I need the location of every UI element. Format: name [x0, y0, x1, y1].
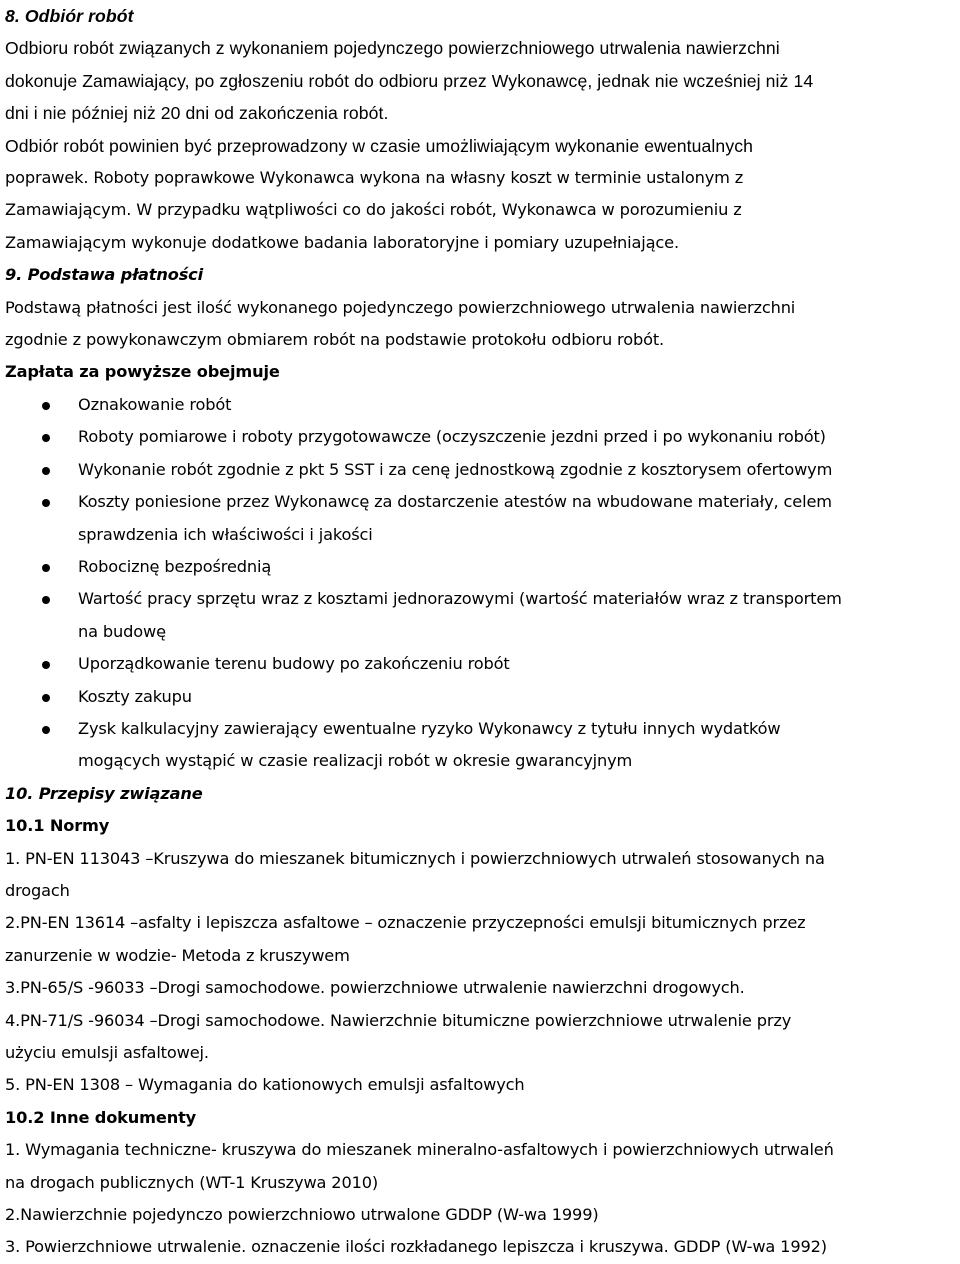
bullet-icon — [42, 726, 50, 734]
paragraph-line: Odbiór robót powinien być przeprowadzony w czasie umożliwiającym wykonanie ewentualnych — [5, 135, 753, 156]
document-line: na drogach publicznych (WT-1 Kruszywa 2010) — [5, 1172, 379, 1192]
section-8-continued — [5, 162, 960, 259]
document-line: 1. Wymagania techniczne- kruszywa do mieszanek mineralno-asfaltowych i powierzchniowych utrwaleń — [5, 1140, 834, 1160]
payment-items-list — [5, 389, 960, 778]
list-item — [5, 681, 960, 713]
list-item-text: Koszty poniesione przez Wykonawcę za dostarczenie atestów na wbudowane materiały, celem — [78, 492, 832, 512]
list-item — [5, 648, 960, 680]
paragraph-line: Odbioru robót związanych z wykonaniem pojedynczego powierzchniowego utrwalenia nawierzchni — [5, 38, 780, 59]
list-item-text-continued: na budowę — [78, 621, 166, 641]
bullet-icon — [42, 402, 50, 410]
bullet-icon — [42, 499, 50, 507]
list-item-text: Zysk kalkulacyjny zawierający ewentualne ryzyko Wykonawcy z tytułu innych wydatków — [78, 718, 781, 738]
paragraph-line: Zamawiającym. W przypadku wątpliwości co do jakości robót, Wykonawca w porozumieniu z — [5, 200, 742, 220]
list-item-text: Wartość pracy sprzętu wraz z kosztami jednorazowymi (wartość materiałów wraz z transportem — [78, 589, 842, 609]
section-9 — [5, 259, 960, 778]
paragraph-line: Zamawiającym wykonuje dodatkowe badania laboratoryjne i pomiary uzupełniające. — [5, 232, 679, 252]
list-item — [5, 454, 960, 486]
bullet-icon — [42, 694, 50, 702]
norm-line: 1. PN-EN 113043 –Kruszywa do mieszanek bitumicznych i powierzchniowych utrwaleń stosowanych na — [5, 848, 825, 868]
list-item-text: Oznakowanie robót — [78, 394, 232, 414]
document-line: 2.Nawierzchnie pojedynczo powierzchniowo utrwalone GDDP (W-wa 1999) — [5, 1205, 599, 1225]
norm-line: 5. PN-EN 1308 – Wymagania do kationowych emulsji asfaltowych — [5, 1075, 525, 1095]
section-8-title: 8. Odbiór robót — [5, 6, 134, 26]
norm-line: drogach — [5, 880, 70, 900]
paragraph-line: dni i nie później niż 20 dni od zakończenia robót. — [5, 103, 389, 124]
list-item-text-continued: mogących wystąpić w czasie realizacji robót w okresie gwarancyjnym — [78, 751, 633, 771]
paragraph-line: poprawek. Roboty poprawkowe Wykonawca wykona na własny koszt w terminie ustalonym z — [5, 168, 744, 188]
document-line: 3. Powierzchniowe utrwalenie. oznaczenie ilości rozkładanego lepiszcza i kruszywa. GDDP (W-wa 1992) — [5, 1237, 827, 1257]
bullet-icon — [42, 467, 50, 475]
list-item — [5, 713, 960, 778]
norm-line: 4.PN-71/S -96034 –Drogi samochodowe. Nawierzchnie bitumiczne powierzchniowe utrwalenie przy — [5, 1010, 792, 1030]
section-10-title: 10. Przepisy związane — [5, 783, 203, 803]
list-item-text: Uporządkowanie terenu budowy po zakończeniu robót — [78, 654, 510, 674]
list-item-text: Koszty zakupu — [78, 686, 192, 706]
list-item — [5, 551, 960, 583]
list-item-text: Roboty pomiarowe i roboty przygotowawcze (oczyszczenie jezdni przed i po wykonaniu robót) — [78, 427, 826, 447]
norm-line: zanurzenie w wodzie- Metoda z kruszywem — [5, 945, 350, 965]
list-item-text-continued: sprawdzenia ich właściwości i jakości — [78, 524, 373, 544]
section-9-title: 9. Podstawa płatności — [5, 265, 204, 285]
list-item-text: Wykonanie robót zgodnie z pkt 5 SST i za cenę jednostkową zgodnie z kosztorysem ofertowym — [78, 459, 833, 479]
norm-line: użyciu emulsji asfaltowej. — [5, 1043, 209, 1062]
paragraph-line: zgodnie z powykonawczym obmiarem robót na podstawie protokołu odbioru robót. — [5, 330, 665, 350]
list-item — [5, 486, 960, 551]
section-10 — [5, 778, 960, 1264]
bullet-icon — [42, 661, 50, 669]
norms-heading: 10.1 Normy — [5, 816, 110, 836]
bullet-icon — [42, 564, 50, 572]
list-item-text: Robociznę bezpośrednią — [78, 556, 272, 576]
norm-line: 3.PN-65/S -96033 –Drogi samochodowe. powierzchniowe utrwalenie nawierzchni drogowych. — [5, 978, 745, 998]
other-documents-heading: 10.2 Inne dokumenty — [5, 1107, 197, 1127]
section-8 — [5, 0, 960, 162]
list-item — [5, 389, 960, 421]
payment-scope-heading: Zapłata za powyższe obejmuje — [5, 362, 280, 382]
norm-line: 2.PN-EN 13614 –asfalty i lepiszcza asfaltowe – oznaczenie przyczepności emulsji bitumicznych przez — [5, 913, 806, 933]
bullet-icon — [42, 434, 50, 442]
list-item — [5, 583, 960, 648]
bullet-icon — [42, 596, 50, 604]
list-item — [5, 421, 960, 453]
paragraph-line: dokonuje Zamawiający, po zgłoszeniu robót do odbioru przez Wykonawcę, jednak nie wcześniej niż 14 — [5, 70, 814, 91]
paragraph-line: Podstawą płatności jest ilość wykonanego pojedynczego powierzchniowego utrwalenia nawierzchni — [5, 297, 796, 317]
